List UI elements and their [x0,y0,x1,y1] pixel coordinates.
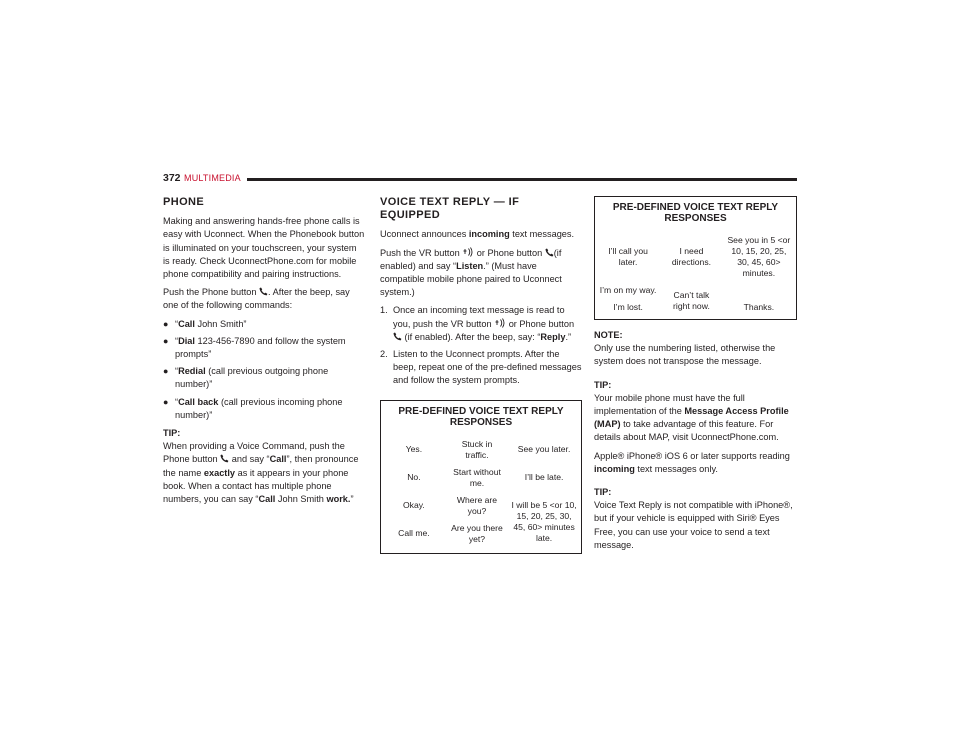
responses-table-title: PRE-DEFINED VOICE TEXT REPLY RESPONSES [612,202,779,224]
bullet-icon: ● [163,335,169,346]
voice-text-reply-section [380,196,582,554]
bullet-icon: ● [163,396,169,407]
table-cell: I need directions. [671,246,712,267]
tip-siri-text: Voice Text Reply is not compatible with iPhone®, but if your vehicle is equipped with Siri® Eyes Free, you can use your voice to send a text message. [594,500,793,550]
command-call: ● “Call John Smith” [163,318,365,331]
header-rule [247,178,797,181]
table-row [381,436,582,464]
vtr-steps [380,304,582,387]
table-cell [722,282,797,299]
responses-table-title: PRE-DEFINED VOICE TEXT REPLY RESPONSES [398,405,564,428]
phone-heading: PHONE [163,196,205,208]
table-row [381,464,582,492]
table-cell: Call me. [398,528,430,539]
phone-icon [393,332,402,341]
phone-tip-text: When providing a Voice Command, push the Phone button and say “Call”, then pronounce the name exactly as it appears in your phone book. When a contact has multiple phone numbers, you can say “Call John Smith work.” [163,441,359,505]
vtr-step-1: 1. Once an incoming text message is read to you, push the VR button or Phone button (if enabled). After the beep, say: “Reply.” [380,305,575,342]
table-row [381,492,582,520]
table-cell: Where are you? [456,494,498,516]
phone-icon [220,454,229,463]
table-cell: Start without me. [453,466,501,488]
phone-icon [259,287,268,296]
table-cell: I’ll call you later. [608,246,648,267]
table-cell: See you later. [517,444,571,455]
table-row [595,232,797,282]
bullet-icon: ● [163,318,169,329]
apple-support-text: Apple® iPhone® iOS 6 or later supports reading incoming text messages only. [594,450,790,474]
tip-label: TIP: [594,379,612,390]
voice-recognition-icon [462,247,474,257]
phone-intro: Making and answering hands-free phone calls is easy with Uconnect. When the Phonebook button is illuminated on your touchscreen, your system is ready. Check UconnectPhone.com for mobile phone compatibility and pairing instructions. [163,216,365,280]
tip-label: TIP: [594,487,612,498]
table-cell: No. [407,472,421,483]
table-cell: Thanks. [743,302,775,312]
section-name: MULTIMEDIA [184,173,241,183]
phone-icon [545,248,554,257]
table-cell: Yes. [405,444,423,455]
table-cell: Can’t talk right now. [673,289,710,311]
phone-tip-label: TIP: [163,428,181,439]
phone-command-list [163,318,365,422]
note-label: NOTE: [594,330,623,340]
tip-map-text: Your mobile phone must have the full implementation of the Message Access Profile (MAP) to take advantage of this feature. For details about MAP, visit UconnectPhone.com. [594,392,789,443]
command-dial: ● “Dial 123-456-7890 and follow the system prompts” [163,335,346,360]
command-redial: ● “Redial (call previous outgoing phone number)” [163,366,329,390]
phone-section [163,196,365,511]
page-number: 372 [163,172,181,184]
table-cell: See you in 5 <or 10, 15, 20, 25, 30, 45, 60> minutes. [727,235,791,278]
voice-recognition-icon [494,318,506,328]
vtr-push-instructions: Push the VR button or Phone button (if enabled) and say “Listen.” (Must have compatible mobile phone paired to Uconnect system.) [380,247,562,298]
table-cell: I will be 5 <or 10, 15, 20, 25, 30, 45, 60> minutes late. [511,500,577,544]
table-cell: Okay. [403,500,425,511]
table-cell: I’m on my way. [599,285,657,295]
note-text: Only use the numbering listed, otherwise the system does not transpose the message. [594,343,776,367]
vtr-step-2: 2. Listen to the Uconnect prompts. After the beep, repeat one of the pre-defined messages and follow the system prompts. [380,349,582,386]
continued-section [594,196,797,557]
responses-table-1 [380,400,582,554]
phone-push-instructions: Push the Phone button . After the beep, say one of the following commands: [163,287,350,311]
page-header [163,172,799,186]
table-cell: I’m lost. [613,302,643,312]
responses-table-2 [594,196,797,320]
command-call-back: ● “Call back (call previous incoming phone number)” [163,396,343,420]
bullet-icon: ● [163,366,169,377]
table-cell: I’ll be late. [524,472,564,483]
vtr-intro: Uconnect announces incoming text messages. [380,229,575,240]
table-cell: Stuck in traffic. [461,438,493,460]
table-cell: Are you there yet? [451,522,503,544]
vtr-heading: VOICE TEXT REPLY — IF EQUIPPED [380,196,520,222]
table-row [595,282,797,299]
